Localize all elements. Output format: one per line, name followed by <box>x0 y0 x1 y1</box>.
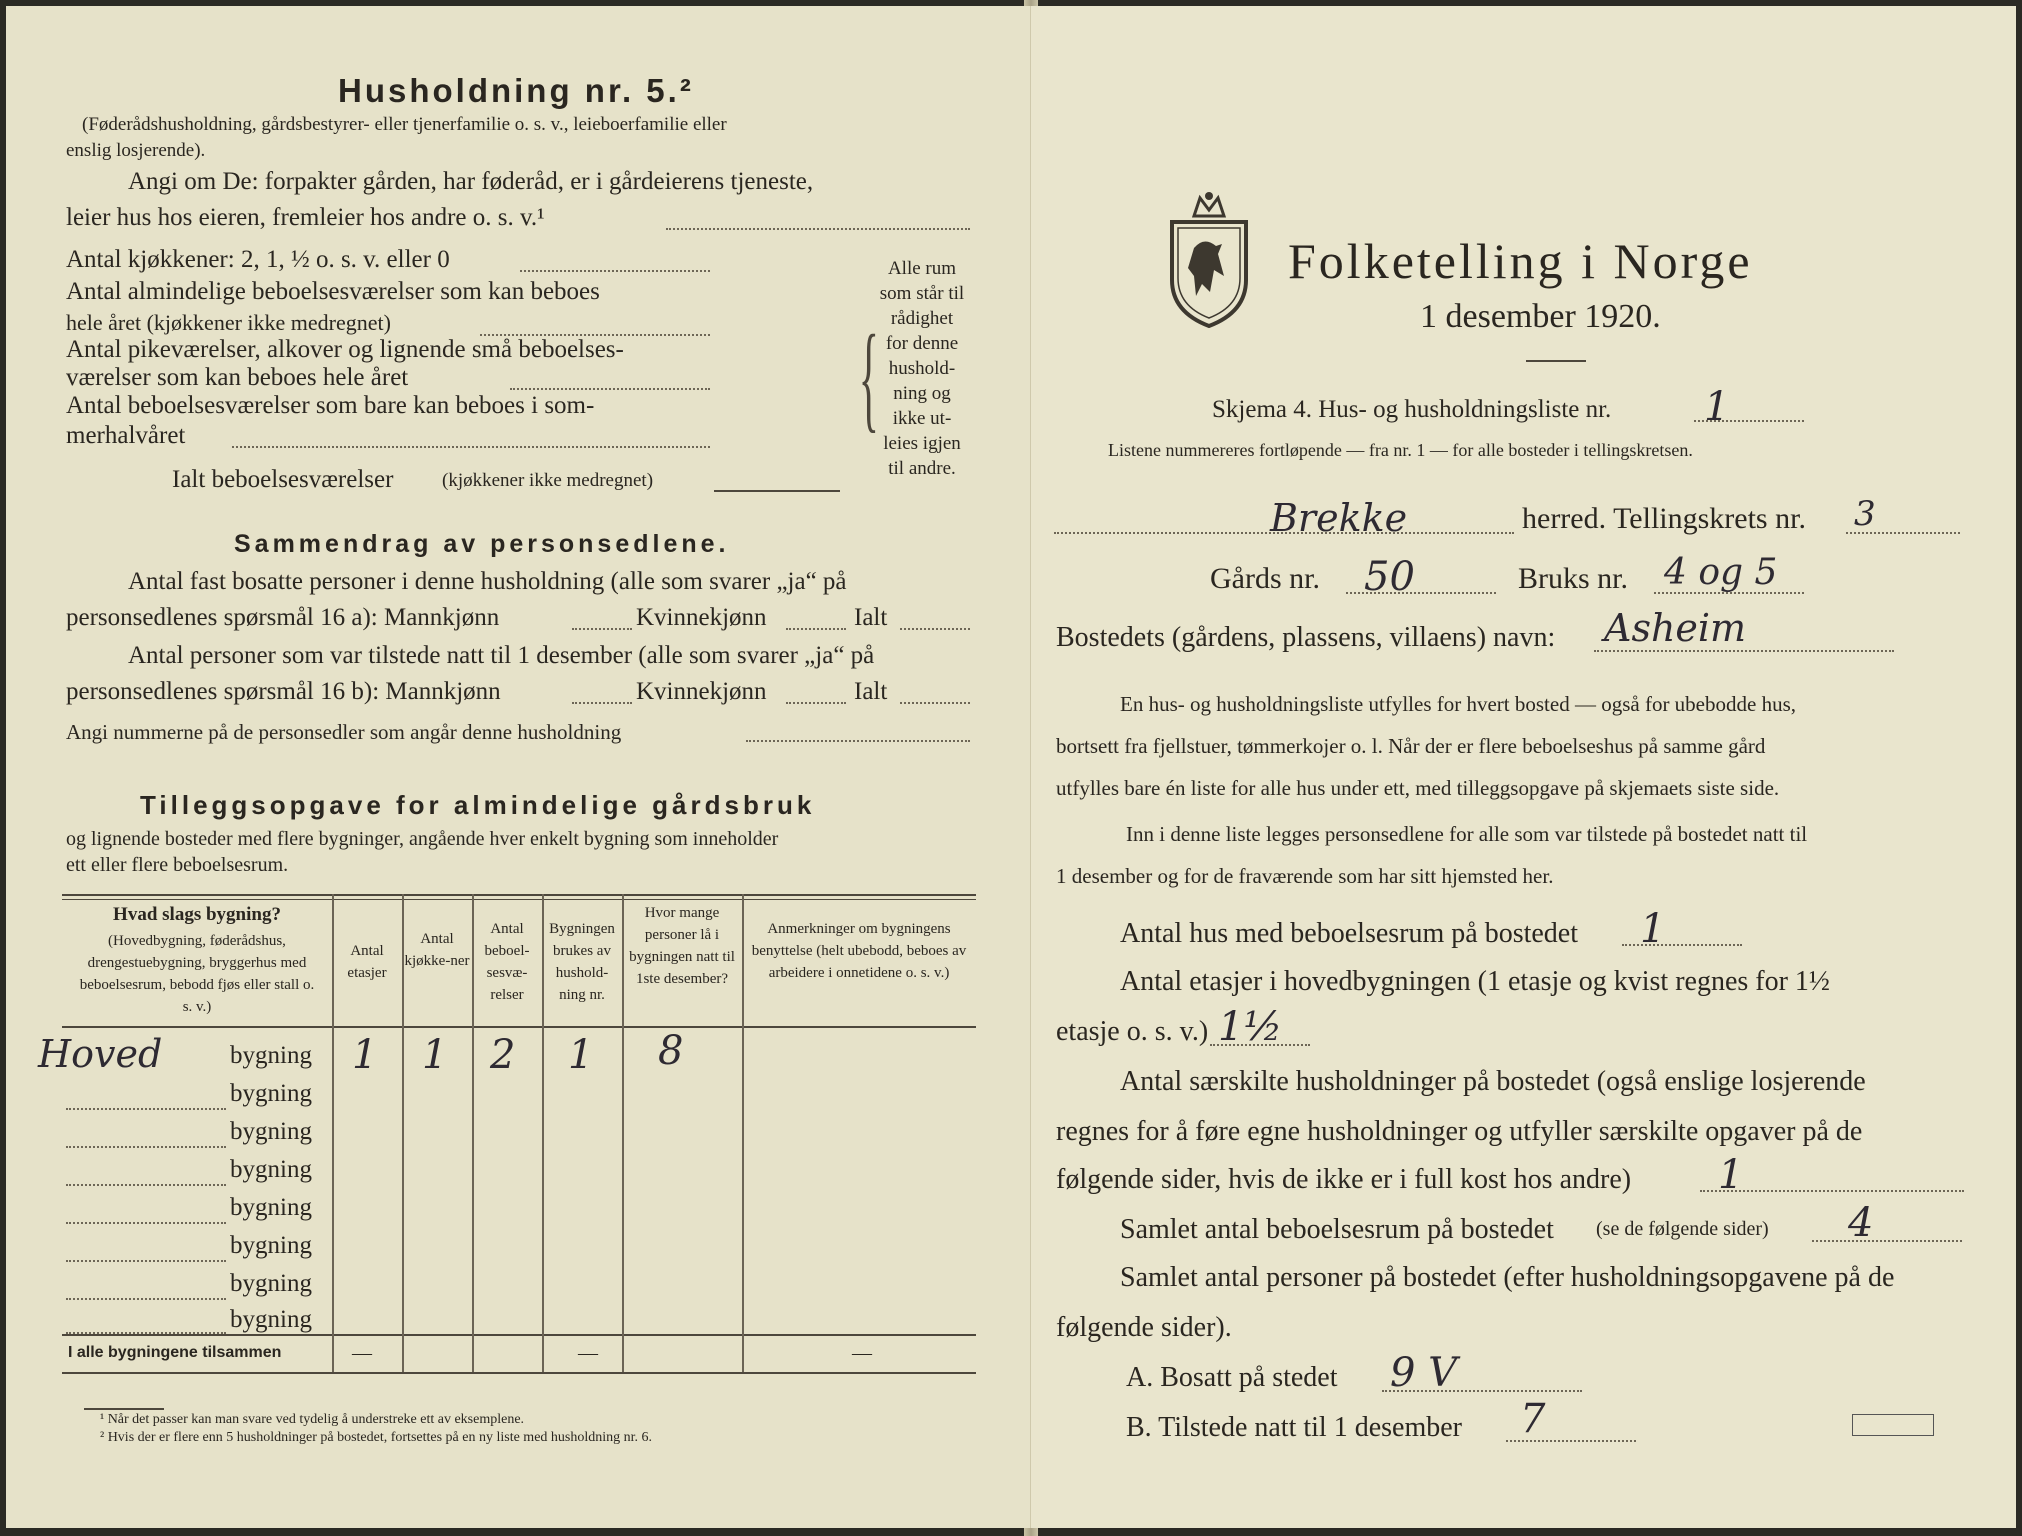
angi-line-1: Angi om De: forpakter gården, har føderåd, er i gårdeierens tjeneste, <box>128 168 814 195</box>
household-intro-1: (Føderådshusholdning, gårdsbestyrer- eller tjenerfamilie o. s. v., leieboerfamilie eller <box>82 114 727 135</box>
q3-line3: følgende sider, hvis de ikke er i full kost hos andre) <box>1056 1164 1632 1195</box>
rooms-ordinary-2: hele året (kjøkkener ikke medregnet) <box>66 310 391 335</box>
rooms-ordinary: Antal almindelige beboelsesværelser som kan beboes <box>66 278 600 305</box>
q1-label: Antal hus med beboelsesrum på bostedet <box>1120 918 1579 949</box>
summary-ialt-1: Ialt <box>854 604 888 631</box>
bosted-label: Bostedets (gårdens, plassens, villaens) navn: <box>1056 622 1556 653</box>
printer-stamp <box>1852 1414 1934 1436</box>
household-intro-2: enslig losjerende). <box>66 140 206 161</box>
bosted-value: Asheim <box>1604 606 1747 650</box>
q4-note: (se de følgende sider) <box>1596 1218 1769 1240</box>
rooms-small-2: værelser som kan beboes hele året <box>66 364 409 391</box>
herred-value: Brekke <box>1270 496 1408 540</box>
th-vaerelser: Antal beboel-sesvæ-relser <box>484 921 530 1003</box>
bruks-value: 4 og 5 <box>1664 552 1778 593</box>
total-label: I alle bygningene tilsammen <box>68 1344 282 1361</box>
listene-note: Listene nummereres fortløpende — fra nr. 1 — for alle bosteder i tellingskretsen. <box>1108 440 1693 460</box>
summary-line-3: Antal personer som var tilstede natt til 1 desember (alle som svarer „ja“ på <box>128 642 875 669</box>
th-anmerkninger: Anmerkninger om bygningens benyttelse (helt ubebodd, beboes av arbeidere i onnetidene o. s. v.) <box>751 921 967 981</box>
rooms-kitchens: Antal kjøkkener: 2, 1, ½ o. s. v. eller 0 <box>66 246 450 273</box>
household-title: Husholdning nr. 5.² <box>338 72 694 109</box>
q1-value: 1 <box>1640 906 1666 952</box>
rooms-total: Ialt beboelsesværelser <box>172 466 394 493</box>
census-date: 1 desember 1920. <box>1420 298 1661 335</box>
footnote-2: ² Hvis der er flere enn 5 husholdninger på bostedet, fortsettes på en ny liste med husholdning nr. 6. <box>100 1430 653 1445</box>
summary-line-1: Antal fast bosatte personer i denne husholdning (alle som svarer „ja“ på <box>128 568 847 595</box>
summary-kvinne-1: Kvinnekjønn <box>636 604 767 631</box>
rooms-small: Antal pikeværelser, alkover og lignende små beboelses- <box>66 336 624 363</box>
para1-line1: En hus- og husholdningsliste utfylles for hvert bosted — også for ubebodde hus, <box>1120 692 1796 716</box>
q5-line1: Samlet antal personer på bostedet (efter husholdningsopgavene på de <box>1120 1262 1895 1293</box>
row1-kjokkener: 1 <box>422 1032 448 1078</box>
bruks-label: Bruks nr. <box>1518 562 1629 595</box>
row-label-6: bygning <box>230 1232 312 1259</box>
q2-line1: Antal etasjer i hovedbygningen (1 etasje og kvist regnes for 1½ <box>1120 966 1830 997</box>
row1-husholdning: 1 <box>568 1032 594 1078</box>
q4-label: Samlet antal beboelsesrum på bostedet <box>1120 1214 1554 1245</box>
skjema-label: Skjema 4. Hus- og husholdningsliste nr. <box>1212 396 1612 423</box>
qb-value: 7 <box>1520 1396 1546 1442</box>
qa-value: 9 V <box>1390 1350 1458 1396</box>
tillegg-line-2: ett eller flere beboelsesrum. <box>66 854 289 876</box>
gards-value: 50 <box>1364 554 1415 600</box>
total-anmerkninger: — <box>852 1342 872 1364</box>
row1-etasjer: 1 <box>352 1032 378 1078</box>
qa-label: A. Bosatt på stedet <box>1126 1362 1338 1393</box>
tillegg-line-1: og lignende bosteder med flere bygninger, angående hver enkelt bygning som inneholder <box>66 828 779 850</box>
building-table <box>38 894 976 1396</box>
total-etasjer: — <box>352 1342 372 1364</box>
para1-line2: bortsett fra fjellstuer, tømmerkojer o. l. Når der er flere beboelseshus på samme gård <box>1056 734 1766 758</box>
rooms-total-note: (kjøkkener ikke medregnet) <box>442 470 654 491</box>
census-title: Folketelling i Norge <box>1288 233 1753 289</box>
q4-value: 4 <box>1848 1200 1874 1246</box>
herred-label: herred. Tellingskrets nr. <box>1522 502 1806 535</box>
th-etasjer: Antal etasjer <box>347 943 387 981</box>
th-personer: Hvor mange personer lå i bygningen natt til 1ste desember? <box>629 905 735 987</box>
rooms-summer-2: merhalvåret <box>66 422 186 449</box>
angi-line-2: leier hus hos eieren, fremleier hos andre o. s. v.¹ <box>66 204 545 231</box>
gards-label: Gårds nr. <box>1210 562 1320 595</box>
para1-line3: utfylles bare én liste for alle hus under ett, med tilleggsopgave på skjemaets siste side. <box>1056 776 1780 800</box>
qb-label: B. Tilstede natt til 1 desember <box>1126 1412 1462 1443</box>
th-building-title: Hvad slags bygning? <box>113 904 281 925</box>
row-label-5: bygning <box>230 1194 312 1221</box>
total-husholdning: — <box>578 1342 598 1364</box>
brace: { <box>858 310 879 443</box>
row-label-2: bygning <box>230 1080 312 1107</box>
q5-line2: følgende sider). <box>1056 1312 1232 1343</box>
side-note: Alle rum som står til rådighet for denne hushold- ning og ikke ut- leies igjen til andre. <box>879 258 965 479</box>
row-label-1: bygning <box>230 1042 312 1069</box>
row-label-7: bygning <box>230 1270 312 1297</box>
summary-kvinne-2: Kvinnekjønn <box>636 678 767 705</box>
row-label-8: bygning <box>230 1306 312 1333</box>
summary-title: Sammendrag av personsedlene. <box>234 530 730 558</box>
th-kjokkener: Antal kjøkke-ner <box>404 931 470 969</box>
th-husholdning: Bygningen brukes av hushold-ning nr. <box>549 921 615 1003</box>
footnote-1: ¹ Når det passer kan man svare ved tydelig å understreke ett av eksemplene. <box>100 1412 525 1427</box>
angi-nummerne: Angi nummerne på de personsedler som angår denne husholdning <box>66 720 622 744</box>
row1-vaerelser: 2 <box>490 1032 516 1078</box>
summary-ialt-2: Ialt <box>854 678 888 705</box>
q3-value: 1 <box>1718 1152 1744 1198</box>
q3-line1: Antal særskilte husholdninger på bostedet (også enslige losjerende <box>1120 1066 1866 1097</box>
q2-value: 1½ <box>1218 1004 1283 1050</box>
skjema-value: 1 <box>1704 384 1730 430</box>
row-label-3: bygning <box>230 1118 312 1145</box>
rooms-summer: Antal beboelsesværelser som bare kan beboes i som- <box>66 392 595 419</box>
row1-personer: 8 <box>658 1028 684 1074</box>
th-building: (Hovedbygning, føderådshus, drengestuebygning, bryggerhus med beboelsesrum, bebodd fjøs eller stall o. s. v.) <box>79 933 315 1015</box>
norway-coat-of-arms-icon <box>1164 188 1254 328</box>
para2-line2: 1 desember og for de fraværende som har sitt hjemsted her. <box>1056 864 1554 888</box>
row-label-4: bygning <box>230 1156 312 1183</box>
para2-line1: Inn i denne liste legges personsedlene for alle som var tilstede på bostedet natt til <box>1126 822 1808 846</box>
q2-line2: etasje o. s. v.) <box>1056 1016 1209 1047</box>
tillegg-title: Tilleggsopgave for almindelige gårdsbruk <box>140 790 816 820</box>
row1-name: Hoved <box>38 1032 163 1076</box>
krets-value: 3 <box>1854 494 1876 534</box>
summary-line-4: personsedlenes spørsmål 16 b): Mannkjønn <box>66 678 501 705</box>
q3-line2: regnes for å føre egne husholdninger og utfyller særskilte opgaver på de <box>1056 1116 1863 1147</box>
summary-line-2: personsedlenes spørsmål 16 a): Mannkjønn <box>66 604 500 631</box>
